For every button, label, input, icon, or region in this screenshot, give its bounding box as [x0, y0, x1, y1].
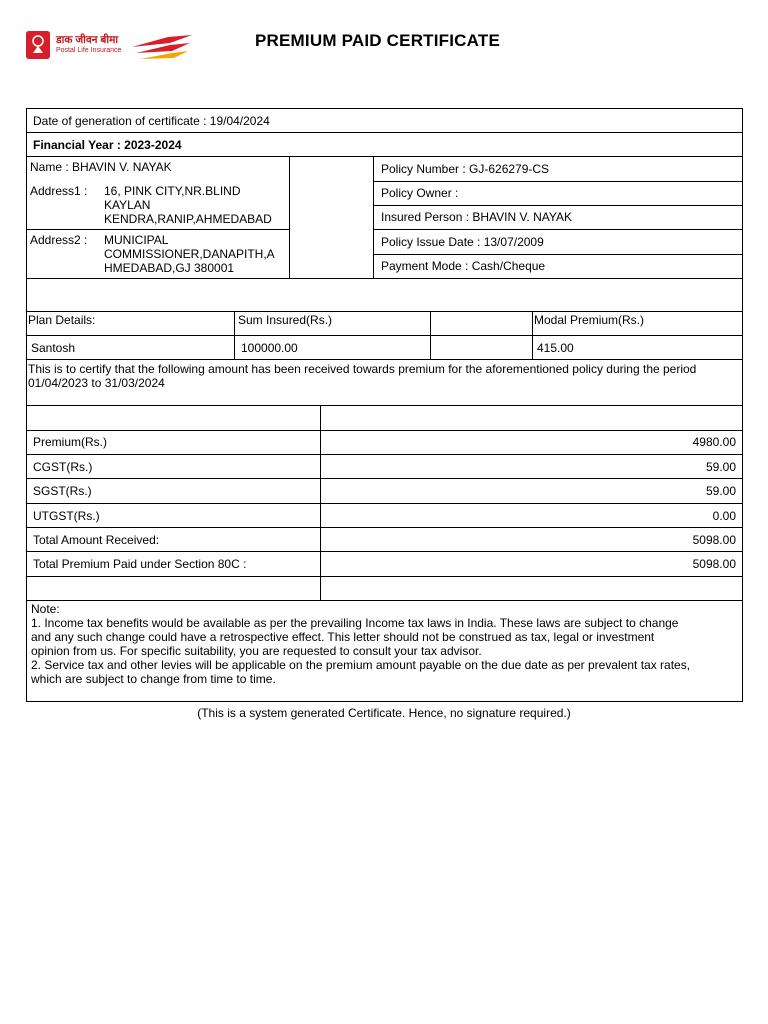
- certification-statement: This is to certify that the following amount has been received towards premium for the aforementioned policy during the period 01/04/2023 to 31/03/2024: [28, 362, 697, 390]
- postal-life-insurance-logo: [26, 31, 196, 61]
- table-rule: [26, 430, 743, 431]
- insured-person: Insured Person : BHAVIN V. NAYAK: [381, 210, 572, 224]
- table-rule: [26, 156, 743, 157]
- address1-line: KAYLAN: [104, 198, 151, 212]
- note-line: 2. Service tax and other levies will be applicable on the premium amount payable on the due date as per prevalent tax rates,: [31, 658, 691, 672]
- address2-line: HMEDABAD,GJ 380001: [104, 261, 235, 275]
- page-title: PREMIUM PAID CERTIFICATE: [255, 31, 500, 50]
- table-rule: [532, 311, 533, 360]
- table-rule: [320, 405, 321, 601]
- table-rule: [26, 311, 743, 312]
- amount-label: Total Amount Received:: [33, 533, 160, 547]
- amount-label: SGST(Rs.): [33, 484, 92, 498]
- plan-header: Plan Details:: [28, 313, 96, 327]
- table-rule: [373, 156, 374, 279]
- holder-name: Name : BHAVIN V. NAYAK: [30, 160, 172, 174]
- table-rule: [26, 551, 743, 552]
- address1-line: 16, PINK CITY,NR.BLIND: [104, 184, 241, 198]
- note-line: which are subject to change from time to time.: [31, 672, 276, 686]
- sum-insured-value: 100000.00: [241, 341, 298, 355]
- logo-english-text: Postal Life Insurance: [56, 47, 122, 54]
- amount-label: Total Premium Paid under Section 80C :: [33, 557, 247, 571]
- table-rule: [26, 132, 743, 133]
- address1-line: KENDRA,RANIP,AHMEDABAD: [104, 212, 272, 226]
- table-rule: [373, 229, 743, 230]
- table-rule: [430, 311, 431, 360]
- table-rule: [26, 478, 743, 479]
- amount-label: UTGST(Rs.): [33, 509, 100, 523]
- table-rule: [289, 156, 290, 279]
- emblem-icon: [26, 31, 50, 59]
- table-rule: [26, 527, 743, 528]
- table-rule: [234, 311, 235, 360]
- plan-name: Santosh: [31, 341, 76, 355]
- amount-label: Premium(Rs.): [33, 435, 107, 449]
- note-heading: Note:: [31, 602, 60, 616]
- table-rule: [26, 701, 743, 702]
- amount-value: 5098.00: [692, 533, 736, 547]
- table-rule: [26, 454, 743, 455]
- amount-label: CGST(Rs.): [33, 460, 93, 474]
- table-rule: [373, 254, 743, 255]
- amount-value: 59.00: [705, 484, 736, 498]
- amount-value: 0.00: [712, 509, 736, 523]
- india-post-bird-icon: [130, 31, 194, 61]
- amount-value: 5098.00: [692, 557, 736, 571]
- table-rule: [26, 600, 743, 601]
- amount-value: 4980.00: [692, 435, 736, 449]
- sum-insured-header: Sum Insured(Rs.): [238, 313, 333, 327]
- address2-line: MUNICIPAL: [104, 233, 169, 247]
- generation-date: Date of generation of certificate : 19/04/2024: [33, 114, 270, 128]
- address1-label: Address1 :: [30, 184, 88, 198]
- modal-premium-header: Modal Premium(Rs.): [534, 313, 645, 327]
- policy-owner: Policy Owner :: [381, 186, 459, 200]
- table-rule: [26, 503, 743, 504]
- table-rule: [373, 205, 743, 206]
- table-rule: [26, 278, 743, 279]
- payment-mode: Payment Mode : Cash/Cheque: [381, 259, 546, 273]
- logo-hindi-text: डाक जीवन बीमा: [56, 34, 119, 46]
- footer-note: (This is a system generated Certificate. Hence, no signature required.): [197, 706, 571, 720]
- address2-line: COMMISSIONER,DANAPITH,A: [104, 247, 275, 261]
- table-rule: [26, 229, 290, 230]
- table-rule: [26, 576, 743, 577]
- table-rule: [26, 405, 743, 406]
- table-rule: [373, 181, 743, 182]
- note-line: and any such change could have a retrospective effect. This letter should not be construed as tax, legal or investment: [31, 630, 655, 644]
- table-rule: [26, 359, 743, 360]
- policy-number: Policy Number : GJ-626279-CS: [381, 162, 550, 176]
- address2-label: Address2 :: [30, 233, 88, 247]
- note-line: 1. Income tax benefits would be available as per the prevailing Income tax laws in India. These laws are subject to change: [31, 616, 679, 630]
- policy-issue-date: Policy Issue Date : 13/07/2009: [381, 235, 544, 249]
- table-rule: [26, 108, 743, 109]
- table-rule: [26, 335, 743, 336]
- financial-year: Financial Year : 2023-2024: [33, 138, 182, 152]
- note-line: opinion from us. For specific suitability, you are requested to consult your tax advisor.: [31, 644, 482, 658]
- modal-premium-value: 415.00: [537, 341, 574, 355]
- amount-value: 59.00: [705, 460, 736, 474]
